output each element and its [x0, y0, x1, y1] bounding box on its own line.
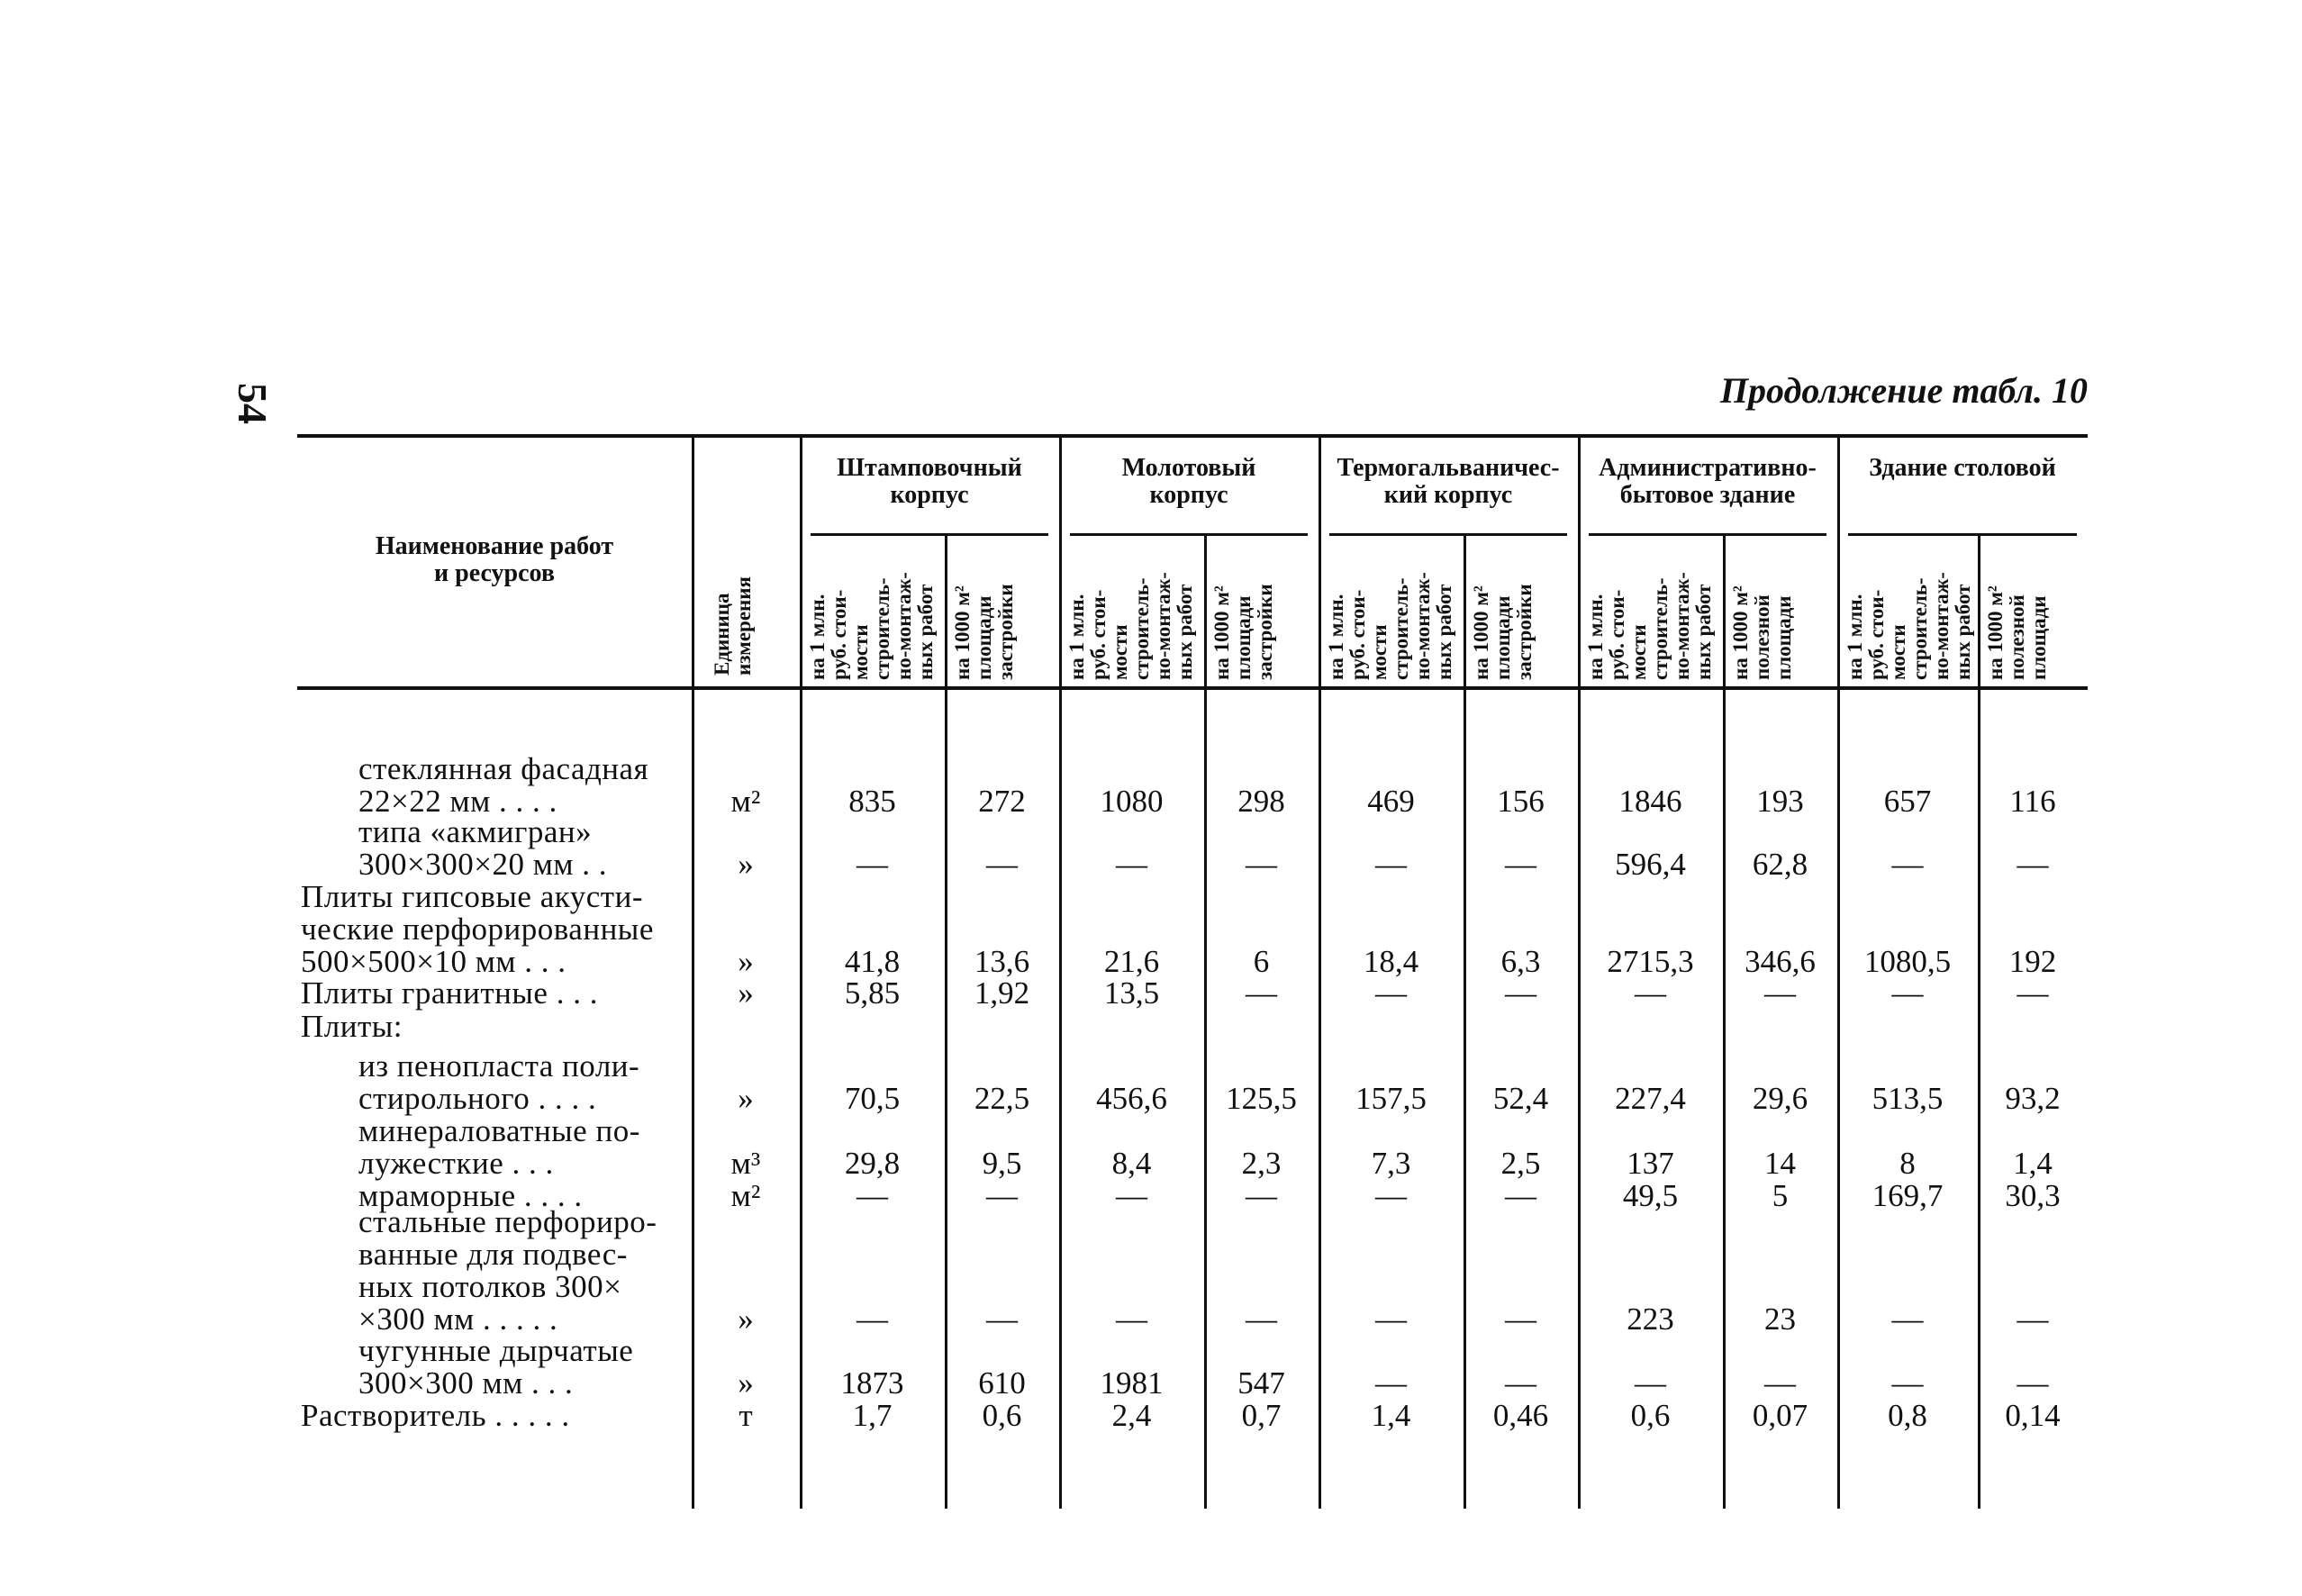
- value-cell: 49,5: [1622, 1178, 1679, 1213]
- row-label: Плиты:: [301, 1009, 403, 1044]
- unit-cell: м²: [730, 784, 761, 819]
- value-cell: 116: [2009, 784, 2056, 819]
- row-label: из пенопласта поли- стирольного . . . .: [358, 1048, 640, 1116]
- sub-column-header: на 1000 м² полезной площади: [1729, 585, 1795, 680]
- value-cell: —: [986, 1178, 1018, 1213]
- unit-cell: »: [738, 975, 754, 1011]
- value-cell: 272: [978, 784, 1026, 819]
- group-header: Штамповочный корпус: [837, 454, 1022, 509]
- value-cell: 9,5: [982, 1146, 1022, 1181]
- value-cell: —: [1116, 1301, 1147, 1337]
- unit-cell: »: [738, 1365, 754, 1401]
- value-cell: 223: [1627, 1301, 1674, 1337]
- value-cell: —: [856, 1301, 888, 1337]
- value-cell: 1846: [1618, 784, 1682, 819]
- value-cell: 7,3: [1371, 1146, 1411, 1181]
- group-header: Здание столовой: [1869, 454, 2056, 482]
- group-header: Термогальваничес- кий корпус: [1337, 454, 1560, 509]
- value-cell: —: [1891, 1365, 1924, 1401]
- value-cell: 22,5: [974, 1081, 1030, 1116]
- value-cell: —: [1505, 1178, 1536, 1213]
- value-cell: 456,6: [1096, 1081, 1167, 1116]
- value-cell: —: [2017, 975, 2049, 1011]
- value-cell: —: [2017, 847, 2049, 882]
- table-caption: Продолжение табл. 10: [1719, 370, 2088, 411]
- unit-cell: м²: [730, 1178, 761, 1213]
- value-cell: 8: [1899, 1146, 1916, 1181]
- value-cell: 21,6: [1103, 944, 1160, 979]
- value-cell: —: [1891, 847, 1924, 882]
- value-cell: 835: [848, 784, 896, 819]
- row-label: Растворитель . . . . .: [301, 1398, 570, 1433]
- value-cell: 2715,3: [1607, 944, 1694, 979]
- value-cell: 52,4: [1492, 1081, 1549, 1116]
- unit-cell: м³: [730, 1146, 761, 1181]
- value-cell: —: [1116, 1178, 1147, 1213]
- sub-column-header: на 1 млн. руб. стои- мости строитель- но-монтаж- ных работ: [1844, 572, 1974, 680]
- value-cell: 30,3: [2005, 1178, 2061, 1213]
- value-cell: 29,8: [844, 1146, 901, 1181]
- sub-column-header: на 1000 м² площади застройки: [951, 584, 1017, 680]
- value-cell: 13,6: [974, 944, 1030, 979]
- value-cell: 298: [1237, 784, 1285, 819]
- value-cell: 2,5: [1500, 1146, 1541, 1181]
- top-rule: [297, 434, 2088, 438]
- value-cell: 6: [1253, 944, 1270, 979]
- value-cell: —: [2017, 1301, 2049, 1337]
- value-cell: —: [1246, 975, 1277, 1011]
- value-cell: —: [1505, 847, 1536, 882]
- value-cell: 1,4: [2013, 1146, 2053, 1181]
- row-label: Плиты гранитные . . .: [301, 975, 598, 1011]
- group-header-rule: [1589, 533, 1826, 536]
- value-cell: 0,8: [1888, 1398, 1927, 1433]
- value-cell: —: [1375, 1301, 1407, 1337]
- value-cell: —: [1764, 1365, 1796, 1401]
- value-cell: 62,8: [1752, 847, 1808, 882]
- value-cell: 1080,5: [1863, 944, 1952, 979]
- column-divider: [1723, 533, 1726, 1509]
- value-cell: 1080: [1100, 784, 1164, 819]
- unit-cell: »: [738, 1081, 754, 1116]
- column-divider: [1204, 533, 1207, 1509]
- value-cell: 1873: [840, 1365, 904, 1401]
- value-cell: —: [1505, 1301, 1536, 1337]
- group-header-rule: [1070, 533, 1308, 536]
- group-header-rule: [811, 533, 1048, 536]
- value-cell: 8,4: [1111, 1146, 1152, 1181]
- value-cell: 5: [1772, 1178, 1789, 1213]
- value-cell: 192: [2008, 944, 2057, 979]
- value-cell: 29,6: [1752, 1081, 1808, 1116]
- value-cell: 346,6: [1745, 944, 1816, 979]
- group-header-rule: [1848, 533, 2077, 536]
- value-cell: 0,07: [1752, 1398, 1808, 1433]
- value-cell: —: [1375, 1365, 1407, 1401]
- value-cell: —: [1635, 975, 1666, 1011]
- value-cell: 2,3: [1241, 1146, 1282, 1181]
- value-cell: —: [2017, 1365, 2049, 1401]
- value-cell: 0,46: [1492, 1398, 1549, 1433]
- value-cell: 513,5: [1872, 1081, 1944, 1116]
- value-cell: —: [986, 847, 1018, 882]
- value-cell: 169,7: [1872, 1178, 1944, 1213]
- value-cell: —: [1764, 975, 1796, 1011]
- sub-column-header: на 1000 м² площади застройки: [1470, 584, 1536, 680]
- value-cell: 125,5: [1226, 1081, 1297, 1116]
- value-cell: —: [1116, 847, 1147, 882]
- header-bottom-rule: [297, 686, 2088, 690]
- value-cell: 0,6: [1630, 1398, 1671, 1433]
- value-cell: 157,5: [1355, 1081, 1427, 1116]
- value-cell: 6,3: [1500, 944, 1541, 979]
- value-cell: —: [1246, 847, 1277, 882]
- value-cell: —: [1891, 1301, 1924, 1337]
- value-cell: 469: [1367, 784, 1415, 819]
- value-cell: 657: [1883, 784, 1932, 819]
- value-cell: 0,6: [982, 1398, 1022, 1433]
- value-cell: 610: [978, 1365, 1026, 1401]
- value-cell: 70,5: [844, 1081, 901, 1116]
- value-cell: 2,4: [1111, 1398, 1152, 1433]
- value-cell: 41,8: [844, 944, 901, 979]
- value-cell: —: [1505, 975, 1536, 1011]
- value-cell: —: [856, 1178, 888, 1213]
- group-header: Молотовый корпус: [1121, 454, 1256, 509]
- value-cell: 193: [1756, 784, 1804, 819]
- value-cell: 23: [1764, 1301, 1796, 1337]
- row-label: типа «акмигран» 300×300×20 мм . .: [358, 814, 608, 882]
- unit-cell: »: [738, 944, 754, 979]
- value-cell: —: [986, 1301, 1018, 1337]
- value-cell: —: [1375, 847, 1407, 882]
- value-cell: 0,7: [1241, 1398, 1282, 1433]
- value-cell: —: [1505, 1365, 1536, 1401]
- value-cell: 596,4: [1615, 847, 1686, 882]
- value-cell: 0,14: [2005, 1398, 2061, 1433]
- value-cell: —: [1635, 1365, 1666, 1401]
- value-cell: 1981: [1100, 1365, 1164, 1401]
- value-cell: 14: [1764, 1146, 1796, 1181]
- row-label: стальные перфориро- ванные для подвес- ных потолков 300× ×300 мм . . . . .: [358, 1204, 657, 1337]
- value-cell: 156: [1497, 784, 1545, 819]
- name-column-header: Наименование работ и ресурсов: [375, 532, 614, 587]
- value-cell: 547: [1237, 1365, 1285, 1401]
- sub-column-header: на 1000 м² площади застройки: [1210, 584, 1276, 680]
- unit-cell: »: [738, 847, 754, 882]
- value-cell: 227,4: [1615, 1081, 1686, 1116]
- sub-column-header: на 1 млн. руб. стои- мости строитель- но-монтаж- ных работ: [1065, 572, 1196, 680]
- row-label: Плиты гипсовые акусти- ческие перфорированные 500×500×10 мм . . .: [301, 879, 654, 979]
- value-cell: 1,92: [974, 975, 1030, 1011]
- value-cell: —: [1246, 1301, 1277, 1337]
- value-cell: 1,7: [852, 1398, 893, 1433]
- value-cell: —: [1246, 1178, 1277, 1213]
- group-header: Административно- бытовое здание: [1599, 454, 1817, 509]
- sub-column-header: на 1 млн. руб. стои- мости строитель- но-монтаж- ных работ: [1584, 572, 1715, 680]
- value-cell: 1,4: [1371, 1398, 1411, 1433]
- value-cell: —: [1891, 975, 1924, 1011]
- value-cell: 13,5: [1103, 975, 1160, 1011]
- row-label: чугунные дырчатые 300×300 мм . . .: [358, 1333, 634, 1401]
- column-divider: [1464, 533, 1466, 1509]
- value-cell: 18,4: [1363, 944, 1419, 979]
- sub-column-header: на 1 млн. руб. стои- мости строитель- но-монтаж- ных работ: [806, 572, 937, 680]
- sub-column-header: на 1 млн. руб. стои- мости строитель- но-монтаж- ных работ: [1325, 572, 1455, 680]
- value-cell: —: [1375, 975, 1407, 1011]
- sub-column-header: на 1000 м² полезной площади: [1984, 585, 2050, 680]
- value-cell: 93,2: [2005, 1081, 2061, 1116]
- row-label: минераловатные по- лужесткие . . .: [358, 1113, 640, 1181]
- value-cell: 5,85: [844, 975, 901, 1011]
- row-label: стеклянная фасадная 22×22 мм . . . .: [358, 751, 649, 819]
- unit-cell: »: [738, 1301, 754, 1337]
- column-divider: [945, 533, 947, 1509]
- value-cell: —: [1375, 1178, 1407, 1213]
- page-number: 54: [230, 383, 276, 424]
- unit-column-header: Единица измерения: [711, 576, 755, 676]
- value-cell: —: [856, 847, 888, 882]
- group-header-rule: [1329, 533, 1567, 536]
- value-cell: 137: [1627, 1146, 1674, 1181]
- unit-cell: т: [739, 1398, 753, 1433]
- column-divider: [1978, 533, 1980, 1509]
- row-label: мраморные . . . .: [358, 1178, 583, 1213]
